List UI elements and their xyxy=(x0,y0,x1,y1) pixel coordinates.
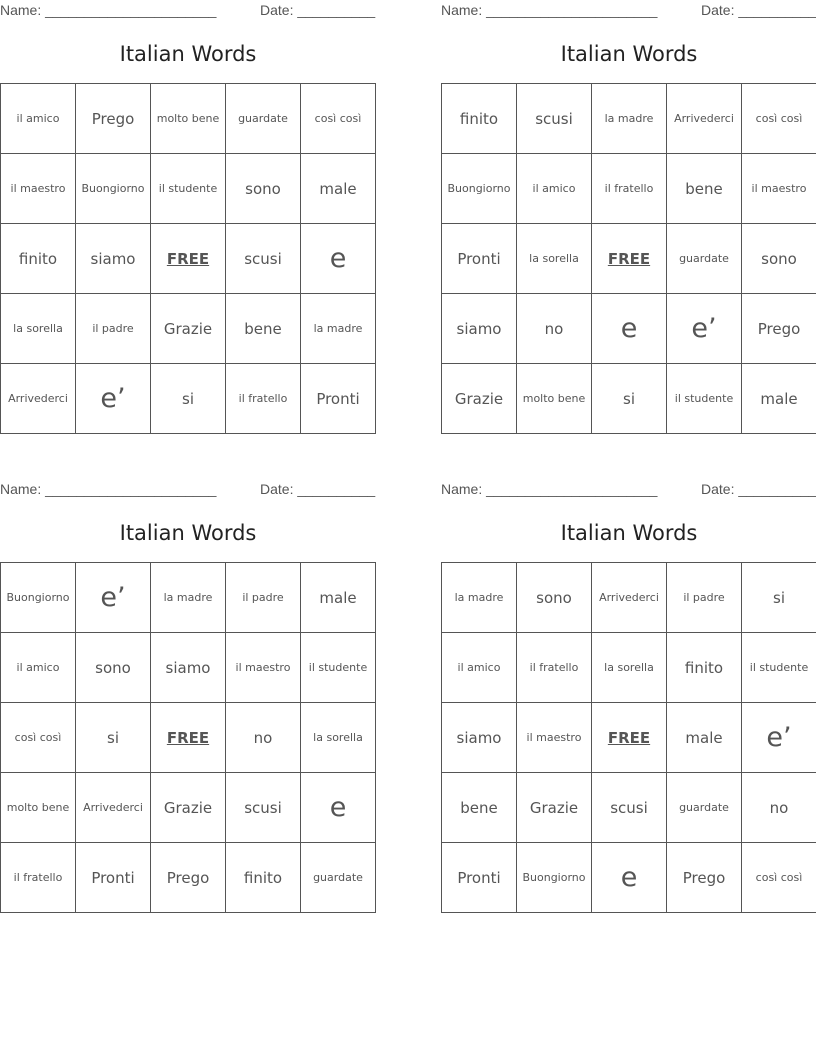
bingo-cell: la madre xyxy=(442,563,517,633)
bingo-cell: Grazie xyxy=(442,364,517,434)
grid-row xyxy=(1,703,376,773)
bingo-cell: così così xyxy=(742,843,816,913)
bingo-cell: finito xyxy=(1,224,76,294)
name-date-line xyxy=(0,2,376,18)
bingo-cell: il padre xyxy=(226,563,301,633)
bingo-cell: il fratello xyxy=(517,633,592,703)
grid-row xyxy=(442,294,816,364)
bingo-cell: siamo xyxy=(442,703,517,773)
free-space: FREE xyxy=(592,224,667,294)
grid-row xyxy=(442,364,816,434)
grid-row xyxy=(1,773,376,843)
bingo-grid xyxy=(441,562,816,913)
bingo-cell: il amico xyxy=(1,84,76,154)
date-field[interactable]: Date: __________ xyxy=(260,481,376,497)
bingo-cell: no xyxy=(226,703,301,773)
bingo-cell: Grazie xyxy=(517,773,592,843)
bingo-cell: Prego xyxy=(76,84,151,154)
bingo-cell: Prego xyxy=(742,294,816,364)
bingo-cell: così così xyxy=(1,703,76,773)
bingo-cell: il maestro xyxy=(1,154,76,224)
bingo-cell: il studente xyxy=(742,633,816,703)
card-title: Italian Words xyxy=(560,521,698,545)
bingo-cell: e’ xyxy=(667,294,742,364)
bingo-cell: male xyxy=(301,154,376,224)
bingo-cell: Grazie xyxy=(151,294,226,364)
bingo-cell: la sorella xyxy=(1,294,76,364)
bingo-cell: la madre xyxy=(151,563,226,633)
bingo-cell: il amico xyxy=(442,633,517,703)
bingo-cell: guardate xyxy=(667,773,742,843)
name-field[interactable]: Name: ______________________ xyxy=(441,481,658,497)
bingo-cell: finito xyxy=(667,633,742,703)
bingo-cell: molto bene xyxy=(517,364,592,434)
name-field[interactable]: Name: ______________________ xyxy=(0,2,217,18)
bingo-cell: e’ xyxy=(76,364,151,434)
grid-row xyxy=(1,84,376,154)
bingo-cell: Prego xyxy=(667,843,742,913)
bingo-cell: si xyxy=(76,703,151,773)
bingo-cell: il fratello xyxy=(1,843,76,913)
bingo-cell: Pronti xyxy=(442,843,517,913)
bingo-cell: Arrivederci xyxy=(76,773,151,843)
bingo-cell: siamo xyxy=(442,294,517,364)
bingo-cell: sono xyxy=(226,154,301,224)
bingo-cell: si xyxy=(592,364,667,434)
bingo-cell: siamo xyxy=(76,224,151,294)
bingo-cell: il studente xyxy=(301,633,376,703)
bingo-cell: Grazie xyxy=(151,773,226,843)
bingo-cell: no xyxy=(517,294,592,364)
free-space: FREE xyxy=(151,703,226,773)
name-date-line xyxy=(441,481,816,497)
bingo-cell: guardate xyxy=(301,843,376,913)
bingo-cell: la sorella xyxy=(592,633,667,703)
card-title: Italian Words xyxy=(560,42,698,66)
bingo-cell: Buongiorno xyxy=(1,563,76,633)
name-date-line xyxy=(0,481,376,497)
bingo-cell: male xyxy=(667,703,742,773)
bingo-cell: Buongiorno xyxy=(517,843,592,913)
bingo-cell: finito xyxy=(226,843,301,913)
date-field[interactable]: Date: __________ xyxy=(701,481,816,497)
grid-row xyxy=(442,563,816,633)
bingo-cell: e xyxy=(301,224,376,294)
bingo-cell: il padre xyxy=(667,563,742,633)
bingo-cell: il padre xyxy=(76,294,151,364)
bingo-cell: si xyxy=(742,563,816,633)
grid-row xyxy=(1,843,376,913)
bingo-cell: scusi xyxy=(517,84,592,154)
bingo-cell: Arrivederci xyxy=(1,364,76,434)
name-field[interactable]: Name: ______________________ xyxy=(0,481,217,497)
grid-row xyxy=(442,84,816,154)
bingo-cell: bene xyxy=(226,294,301,364)
grid-row xyxy=(1,294,376,364)
bingo-cell: sono xyxy=(517,563,592,633)
bingo-cell: bene xyxy=(442,773,517,843)
grid-row xyxy=(1,633,376,703)
bingo-cell: si xyxy=(151,364,226,434)
bingo-cell: sono xyxy=(742,224,816,294)
bingo-cell: Pronti xyxy=(442,224,517,294)
name-field[interactable]: Name: ______________________ xyxy=(441,2,658,18)
grid-row xyxy=(442,773,816,843)
bingo-cell: bene xyxy=(667,154,742,224)
bingo-cell: il maestro xyxy=(742,154,816,224)
bingo-cell: molto bene xyxy=(151,84,226,154)
bingo-grid xyxy=(441,83,816,434)
bingo-cell: Buongiorno xyxy=(76,154,151,224)
bingo-cell: no xyxy=(742,773,816,843)
bingo-cell: la sorella xyxy=(517,224,592,294)
grid-row xyxy=(1,154,376,224)
bingo-cell: la sorella xyxy=(301,703,376,773)
free-space: FREE xyxy=(151,224,226,294)
bingo-cell: il studente xyxy=(151,154,226,224)
bingo-cell: e xyxy=(592,294,667,364)
bingo-cell: il studente xyxy=(667,364,742,434)
bingo-cell: e’ xyxy=(76,563,151,633)
grid-row xyxy=(442,633,816,703)
bingo-cell: scusi xyxy=(226,773,301,843)
bingo-cell: così così xyxy=(742,84,816,154)
bingo-card xyxy=(441,0,816,440)
date-field[interactable]: Date: __________ xyxy=(701,2,816,18)
grid-row xyxy=(442,224,816,294)
bingo-cell: Arrivederci xyxy=(592,563,667,633)
bingo-cell: il maestro xyxy=(226,633,301,703)
bingo-cell: il amico xyxy=(517,154,592,224)
bingo-cell: molto bene xyxy=(1,773,76,843)
bingo-cell: il fratello xyxy=(226,364,301,434)
grid-row xyxy=(442,843,816,913)
bingo-cell: il fratello xyxy=(592,154,667,224)
bingo-cell: guardate xyxy=(226,84,301,154)
bingo-cell: male xyxy=(742,364,816,434)
bingo-cell: Prego xyxy=(151,843,226,913)
bingo-cell: la madre xyxy=(592,84,667,154)
bingo-cell: e xyxy=(592,843,667,913)
bingo-grid xyxy=(0,562,376,913)
bingo-grid xyxy=(0,83,376,434)
bingo-cell: il maestro xyxy=(517,703,592,773)
card-title: Italian Words xyxy=(119,42,257,66)
bingo-cell: e xyxy=(301,773,376,843)
bingo-cell: Buongiorno xyxy=(442,154,517,224)
bingo-card xyxy=(441,479,816,919)
bingo-cell: la madre xyxy=(301,294,376,364)
bingo-cell: Pronti xyxy=(76,843,151,913)
bingo-cell: Arrivederci xyxy=(667,84,742,154)
grid-row xyxy=(1,224,376,294)
bingo-cell: scusi xyxy=(592,773,667,843)
bingo-cell: scusi xyxy=(226,224,301,294)
card-title: Italian Words xyxy=(119,521,257,545)
bingo-cell: il amico xyxy=(1,633,76,703)
grid-row xyxy=(442,703,816,773)
grid-row xyxy=(1,364,376,434)
grid-row xyxy=(1,563,376,633)
bingo-card xyxy=(0,0,376,440)
bingo-cell: Pronti xyxy=(301,364,376,434)
bingo-cell: guardate xyxy=(667,224,742,294)
bingo-cell: sono xyxy=(76,633,151,703)
bingo-cell: e’ xyxy=(742,703,816,773)
bingo-cell: così così xyxy=(301,84,376,154)
free-space: FREE xyxy=(592,703,667,773)
grid-row xyxy=(442,154,816,224)
bingo-cell: finito xyxy=(442,84,517,154)
bingo-card xyxy=(0,479,376,919)
date-field[interactable]: Date: __________ xyxy=(260,2,376,18)
name-date-line xyxy=(441,2,816,18)
bingo-cell: siamo xyxy=(151,633,226,703)
bingo-cell: male xyxy=(301,563,376,633)
